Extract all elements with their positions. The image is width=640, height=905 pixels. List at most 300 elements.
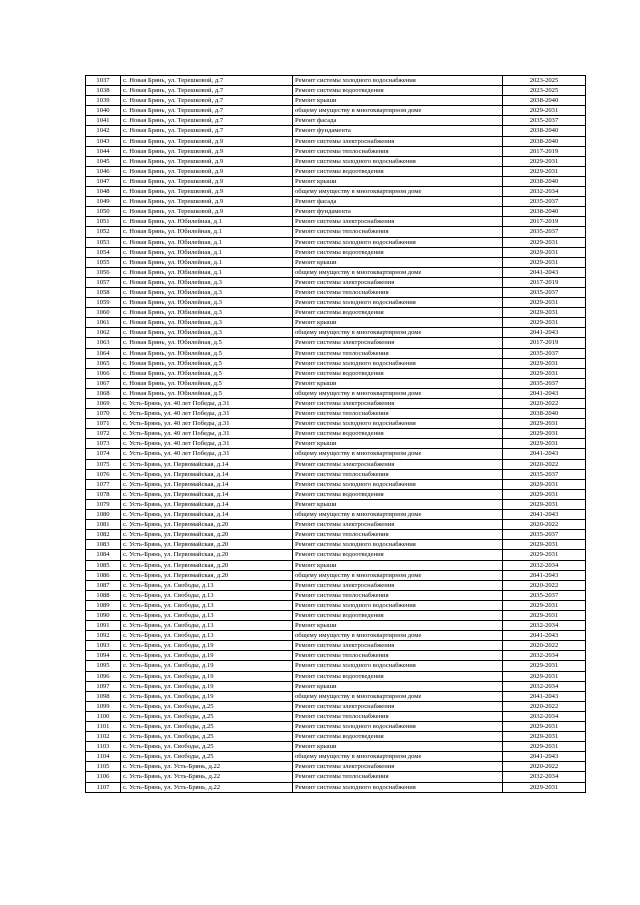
address-cell: с. Усть-Брянь, ул. 40 лет Победы, д.31 [121,419,293,429]
address-cell: с. Усть-Брянь, ул. Свободы, д.19 [121,661,293,671]
address-cell: с. Новая Брянь, ул. Юбилейная, д.3 [121,287,293,297]
address-cell: с. Усть-Брянь, ул. Первомайская, д.20 [121,550,293,560]
period-cell: 2029-2031 [503,540,586,550]
work-type-cell: Ремонт системы водоотведения [293,247,503,257]
address-cell: с. Усть-Брянь, ул. 40 лет Победы, д.31 [121,439,293,449]
period-cell: 2029-2031 [503,257,586,267]
address-cell: с. Усть-Брянь, ул. Первомайская, д.20 [121,570,293,580]
period-cell: 2041-2043 [503,631,586,641]
address-cell: с. Усть-Брянь, ул. Первомайская, д.20 [121,540,293,550]
address-cell: с. Новая Брянь, ул. Юбилейная, д.3 [121,328,293,338]
row-number-cell: 1077 [86,479,121,489]
address-cell: с. Усть-Брянь, ул. Свободы, д.13 [121,610,293,620]
period-cell: 2017-2019 [503,217,586,227]
row-number-cell: 1039 [86,96,121,106]
work-type-cell: Ремонт крыши [293,742,503,752]
work-type-cell: общему имуществу в многоквартирном доме [293,691,503,701]
table-row [86,126,586,136]
period-cell: 2029-2031 [503,671,586,681]
period-cell: 2029-2031 [503,318,586,328]
row-number-cell: 1057 [86,277,121,287]
row-number-cell: 1082 [86,530,121,540]
address-cell: с. Усть-Брянь, ул. Свободы, д.25 [121,732,293,742]
table-row [86,691,586,701]
period-cell: 2029-2031 [503,419,586,429]
work-type-cell: Ремонт системы теплоснабжения [293,590,503,600]
period-cell: 2029-2031 [503,479,586,489]
period-cell: 2029-2031 [503,439,586,449]
row-number-cell: 1047 [86,176,121,186]
row-number-cell: 1104 [86,752,121,762]
address-cell: с. Усть-Брянь, ул. Усть-Брянь, д.22 [121,782,293,792]
work-type-cell: общему имуществу в многоквартирном доме [293,752,503,762]
work-type-cell: Ремонт системы теплоснабжения [293,530,503,540]
table-row [86,530,586,540]
address-cell: с. Усть-Брянь, ул. Первомайская, д.20 [121,520,293,530]
work-type-cell: Ремонт крыши [293,176,503,186]
address-cell: с. Усть-Брянь, ул. Усть-Брянь, д.22 [121,772,293,782]
table-row [86,489,586,499]
row-number-cell: 1042 [86,126,121,136]
work-type-cell: Ремонт фундамента [293,126,503,136]
row-number-cell: 1040 [86,106,121,116]
period-cell: 2023-2025 [503,76,586,86]
table-row [86,641,586,651]
table-row [86,197,586,207]
work-type-cell: Ремонт системы электроснабжения [293,762,503,772]
period-cell: 2029-2031 [503,308,586,318]
period-cell: 2020-2022 [503,641,586,651]
period-cell: 2035-2037 [503,287,586,297]
work-type-cell: Ремонт системы водоотведения [293,550,503,560]
work-type-cell: общему имуществу в многоквартирном доме [293,631,503,641]
address-cell: с. Новая Брянь, ул. Терешковой, д.9 [121,197,293,207]
row-number-cell: 1054 [86,247,121,257]
table-row [86,469,586,479]
table-row [86,681,586,691]
period-cell: 2041-2043 [503,510,586,520]
table-row [86,742,586,752]
period-cell: 2020-2022 [503,580,586,590]
repair-schedule-table [85,75,586,793]
period-cell: 2041-2043 [503,267,586,277]
period-cell: 2032-2034 [503,187,586,197]
period-cell: 2035-2037 [503,530,586,540]
work-type-cell: Ремонт фасада [293,116,503,126]
address-cell: с. Усть-Брянь, ул. Свободы, д.13 [121,600,293,610]
period-cell: 2029-2031 [503,237,586,247]
period-cell: 2017-2019 [503,338,586,348]
row-number-cell: 1075 [86,459,121,469]
address-cell: с. Новая Брянь, ул. Юбилейная, д.5 [121,368,293,378]
row-number-cell: 1087 [86,580,121,590]
row-number-cell: 1091 [86,621,121,631]
work-type-cell: общему имуществу в многоквартирном доме [293,570,503,580]
work-type-cell: общему имуществу в многоквартирном доме [293,510,503,520]
period-cell: 2035-2037 [503,348,586,358]
period-cell: 2029-2031 [503,661,586,671]
address-cell: с. Новая Брянь, ул. Юбилейная, д.5 [121,338,293,348]
period-cell: 2041-2043 [503,691,586,701]
work-type-cell: Ремонт крыши [293,318,503,328]
address-cell: с. Новая Брянь, ул. Юбилейная, д.3 [121,277,293,287]
address-cell: с. Новая Брянь, ул. Юбилейная, д.1 [121,247,293,257]
row-number-cell: 1053 [86,237,121,247]
work-type-cell: Ремонт системы теплоснабжения [293,772,503,782]
table-row [86,96,586,106]
address-cell: с. Новая Брянь, ул. Терешковой, д.7 [121,86,293,96]
address-cell: с. Усть-Брянь, ул. 40 лет Победы, д.31 [121,409,293,419]
work-type-cell: Ремонт системы теплоснабжения [293,651,503,661]
work-type-cell: Ремонт крыши [293,621,503,631]
row-number-cell: 1071 [86,419,121,429]
table-row [86,287,586,297]
address-cell: с. Новая Брянь, ул. Юбилейная, д.3 [121,298,293,308]
row-number-cell: 1098 [86,691,121,701]
period-cell: 2038-2040 [503,126,586,136]
address-cell: с. Новая Брянь, ул. Терешковой, д.9 [121,166,293,176]
row-number-cell: 1076 [86,469,121,479]
period-cell: 2020-2022 [503,399,586,409]
period-cell: 2029-2031 [503,106,586,116]
table-row [86,166,586,176]
period-cell: 2041-2043 [503,752,586,762]
work-type-cell: общему имуществу в многоквартирном доме [293,449,503,459]
table-row [86,671,586,681]
period-cell: 2023-2025 [503,86,586,96]
work-type-cell: Ремонт системы водоотведения [293,86,503,96]
work-type-cell: Ремонт системы электроснабжения [293,277,503,287]
period-cell: 2029-2031 [503,732,586,742]
period-cell: 2041-2043 [503,388,586,398]
work-type-cell: Ремонт системы холодного водоснабжения [293,156,503,166]
row-number-cell: 1041 [86,116,121,126]
row-number-cell: 1099 [86,701,121,711]
table-row [86,540,586,550]
row-number-cell: 1038 [86,86,121,96]
table-row [86,368,586,378]
table-row [86,328,586,338]
address-cell: с. Новая Брянь, ул. Юбилейная, д.1 [121,217,293,227]
period-cell: 2029-2031 [503,429,586,439]
address-cell: с. Усть-Брянь, ул. 40 лет Победы, д.31 [121,399,293,409]
row-number-cell: 1088 [86,590,121,600]
address-cell: с. Новая Брянь, ул. Терешковой, д.7 [121,116,293,126]
address-cell: с. Новая Брянь, ул. Юбилейная, д.1 [121,267,293,277]
row-number-cell: 1065 [86,358,121,368]
address-cell: с. Новая Брянь, ул. Терешковой, д.9 [121,156,293,166]
period-cell: 2032-2034 [503,772,586,782]
work-type-cell: Ремонт системы электроснабжения [293,338,503,348]
table-row [86,116,586,126]
work-type-cell: общему имуществу в многоквартирном доме [293,328,503,338]
work-type-cell: Ремонт крыши [293,439,503,449]
work-type-cell: Ремонт системы водоотведения [293,429,503,439]
address-cell: с. Новая Брянь, ул. Юбилейная, д.1 [121,257,293,267]
row-number-cell: 1078 [86,489,121,499]
period-cell: 2032-2034 [503,621,586,631]
work-type-cell: Ремонт системы теплоснабжения [293,348,503,358]
work-type-cell: Ремонт крыши [293,378,503,388]
row-number-cell: 1084 [86,550,121,560]
row-number-cell: 1100 [86,711,121,721]
work-type-cell: Ремонт системы водоотведения [293,308,503,318]
work-type-cell: Ремонт системы водоотведения [293,166,503,176]
address-cell: с. Усть-Брянь, ул. 40 лет Победы, д.31 [121,429,293,439]
work-type-cell: Ремонт системы электроснабжения [293,459,503,469]
address-cell: с. Новая Брянь, ул. Юбилейная, д.1 [121,227,293,237]
address-cell: с. Усть-Брянь, ул. Свободы, д.13 [121,590,293,600]
row-number-cell: 1063 [86,338,121,348]
row-number-cell: 1093 [86,641,121,651]
work-type-cell: Ремонт крыши [293,681,503,691]
table-row [86,439,586,449]
period-cell: 2038-2040 [503,136,586,146]
address-cell: с. Новая Брянь, ул. Терешковой, д.9 [121,136,293,146]
address-cell: с. Усть-Брянь, ул. Первомайская, д.14 [121,479,293,489]
table-row [86,176,586,186]
table-row [86,600,586,610]
period-cell: 2029-2031 [503,610,586,620]
address-cell: с. Новая Брянь, ул. Терешковой, д.9 [121,146,293,156]
work-type-cell: Ремонт системы электроснабжения [293,217,503,227]
address-cell: с. Новая Брянь, ул. Терешковой, д.7 [121,96,293,106]
table-row [86,631,586,641]
row-number-cell: 1089 [86,600,121,610]
table-row [86,752,586,762]
row-number-cell: 1055 [86,257,121,267]
address-cell: с. Усть-Брянь, ул. Свободы, д.19 [121,681,293,691]
address-cell: с. Усть-Брянь, ул. Свободы, д.19 [121,641,293,651]
table-row [86,772,586,782]
work-type-cell: Ремонт системы электроснабжения [293,520,503,530]
table-row [86,510,586,520]
row-number-cell: 1061 [86,318,121,328]
address-cell: с. Новая Брянь, ул. Юбилейная, д.3 [121,308,293,318]
table-row [86,701,586,711]
row-number-cell: 1079 [86,499,121,509]
period-cell: 2020-2022 [503,520,586,530]
work-type-cell: Ремонт системы холодного водоснабжения [293,782,503,792]
period-cell: 2035-2037 [503,469,586,479]
row-number-cell: 1052 [86,227,121,237]
address-cell: с. Усть-Брянь, ул. Свободы, д.13 [121,621,293,631]
address-cell: с. Новая Брянь, ул. Юбилейная, д.5 [121,378,293,388]
work-type-cell: Ремонт системы холодного водоснабжения [293,358,503,368]
work-type-cell: общему имуществу в многоквартирном доме [293,106,503,116]
period-cell: 2035-2037 [503,378,586,388]
row-number-cell: 1051 [86,217,121,227]
work-type-cell: общему имуществу в многоквартирном доме [293,388,503,398]
table-row [86,570,586,580]
work-type-cell: Ремонт крыши [293,560,503,570]
table-row [86,610,586,620]
table-row [86,187,586,197]
period-cell: 2029-2031 [503,550,586,560]
row-number-cell: 1068 [86,388,121,398]
row-number-cell: 1049 [86,197,121,207]
table-row [86,590,586,600]
row-number-cell: 1101 [86,722,121,732]
row-number-cell: 1067 [86,378,121,388]
table-row [86,399,586,409]
table-row [86,76,586,86]
table-row [86,762,586,772]
period-cell: 2029-2031 [503,368,586,378]
address-cell: с. Усть-Брянь, ул. Первомайская, д.14 [121,469,293,479]
table-row [86,722,586,732]
period-cell: 2035-2037 [503,590,586,600]
table-row [86,227,586,237]
table-row [86,732,586,742]
work-type-cell: Ремонт системы водоотведения [293,732,503,742]
row-number-cell: 1059 [86,298,121,308]
row-number-cell: 1103 [86,742,121,752]
work-type-cell: Ремонт системы электроснабжения [293,641,503,651]
work-type-cell: Ремонт системы холодного водоснабжения [293,722,503,732]
row-number-cell: 1056 [86,267,121,277]
period-cell: 2032-2034 [503,651,586,661]
table-row [86,318,586,328]
period-cell: 2032-2034 [503,560,586,570]
row-number-cell: 1064 [86,348,121,358]
row-number-cell: 1066 [86,368,121,378]
period-cell: 2038-2040 [503,409,586,419]
address-cell: с. Усть-Брянь, ул. Свободы, д.25 [121,742,293,752]
work-type-cell: общему имуществу в многоквартирном доме [293,267,503,277]
row-number-cell: 1105 [86,762,121,772]
table-row [86,378,586,388]
period-cell: 2029-2031 [503,499,586,509]
period-cell: 2029-2031 [503,600,586,610]
row-number-cell: 1080 [86,510,121,520]
period-cell: 2041-2043 [503,570,586,580]
row-number-cell: 1037 [86,76,121,86]
address-cell: с. Усть-Брянь, ул. Свободы, д.13 [121,631,293,641]
table-row [86,106,586,116]
table-row [86,348,586,358]
period-cell: 2020-2022 [503,701,586,711]
row-number-cell: 1090 [86,610,121,620]
row-number-cell: 1102 [86,732,121,742]
period-cell: 2029-2031 [503,298,586,308]
row-number-cell: 1060 [86,308,121,318]
table-row [86,711,586,721]
table-row [86,338,586,348]
row-number-cell: 1048 [86,187,121,197]
period-cell: 2029-2031 [503,247,586,257]
address-cell: с. Усть-Брянь, ул. Свободы, д.19 [121,691,293,701]
address-cell: с. Усть-Брянь, ул. Свободы, д.25 [121,722,293,732]
address-cell: с. Новая Брянь, ул. Терешковой, д.7 [121,106,293,116]
row-number-cell: 1095 [86,661,121,671]
address-cell: с. Новая Брянь, ул. Терешковой, д.9 [121,176,293,186]
row-number-cell: 1069 [86,399,121,409]
period-cell: 2029-2031 [503,722,586,732]
table-row [86,651,586,661]
row-number-cell: 1085 [86,560,121,570]
address-cell: с. Усть-Брянь, ул. Свободы, д.19 [121,671,293,681]
work-type-cell: Ремонт системы водоотведения [293,368,503,378]
table-row [86,237,586,247]
table-row [86,257,586,267]
period-cell: 2038-2040 [503,96,586,106]
address-cell: с. Новая Брянь, ул. Терешковой, д.9 [121,187,293,197]
address-cell: с. Усть-Брянь, ул. Свободы, д.25 [121,701,293,711]
work-type-cell: Ремонт системы теплоснабжения [293,227,503,237]
address-cell: с. Усть-Брянь, ул. 40 лет Победы, д.31 [121,449,293,459]
table-row [86,520,586,530]
row-number-cell: 1092 [86,631,121,641]
period-cell: 2035-2037 [503,116,586,126]
row-number-cell: 1081 [86,520,121,530]
table-row [86,621,586,631]
period-cell: 2017-2019 [503,146,586,156]
table-row [86,388,586,398]
work-type-cell: Ремонт крыши [293,499,503,509]
address-cell: с. Новая Брянь, ул. Юбилейная, д.5 [121,388,293,398]
period-cell: 2029-2031 [503,156,586,166]
work-type-cell: Ремонт крыши [293,257,503,267]
table-row [86,661,586,671]
address-cell: с. Усть-Брянь, ул. Первомайская, д.14 [121,489,293,499]
row-number-cell: 1058 [86,287,121,297]
work-type-cell: Ремонт системы холодного водоснабжения [293,237,503,247]
work-type-cell: Ремонт системы холодного водоснабжения [293,76,503,86]
row-number-cell: 1043 [86,136,121,146]
work-type-cell: Ремонт системы электроснабжения [293,701,503,711]
table-row [86,782,586,792]
period-cell: 2029-2031 [503,166,586,176]
table-row [86,580,586,590]
period-cell: 2032-2034 [503,681,586,691]
period-cell: 2038-2040 [503,207,586,217]
period-cell: 2035-2037 [503,197,586,207]
address-cell: с. Усть-Брянь, ул. Первомайская, д.20 [121,530,293,540]
period-cell: 2020-2022 [503,762,586,772]
work-type-cell: Ремонт системы электроснабжения [293,580,503,590]
address-cell: с. Усть-Брянь, ул. Первомайская, д.14 [121,510,293,520]
period-cell: 2029-2031 [503,742,586,752]
work-type-cell: Ремонт крыши [293,96,503,106]
period-cell: 2029-2031 [503,358,586,368]
table-row [86,156,586,166]
row-number-cell: 1073 [86,439,121,449]
table-row [86,429,586,439]
period-cell: 2029-2031 [503,489,586,499]
work-type-cell: Ремонт системы холодного водоснабжения [293,479,503,489]
address-cell: с. Усть-Брянь, ул. Первомайская, д.14 [121,499,293,509]
address-cell: с. Новая Брянь, ул. Терешковой, д.7 [121,126,293,136]
row-number-cell: 1074 [86,449,121,459]
work-type-cell: Ремонт системы холодного водоснабжения [293,298,503,308]
row-number-cell: 1050 [86,207,121,217]
table-row [86,217,586,227]
table-row [86,247,586,257]
work-type-cell: Ремонт системы водоотведения [293,489,503,499]
period-cell: 2032-2034 [503,711,586,721]
table-row [86,459,586,469]
table-row [86,267,586,277]
work-type-cell: Ремонт системы теплоснабжения [293,146,503,156]
address-cell: с. Усть-Брянь, ул. Свободы, д.25 [121,752,293,762]
row-number-cell: 1045 [86,156,121,166]
row-number-cell: 1106 [86,772,121,782]
address-cell: с. Усть-Брянь, ул. Первомайская, д.20 [121,560,293,570]
table-row [86,308,586,318]
row-number-cell: 1044 [86,146,121,156]
table-row [86,277,586,287]
